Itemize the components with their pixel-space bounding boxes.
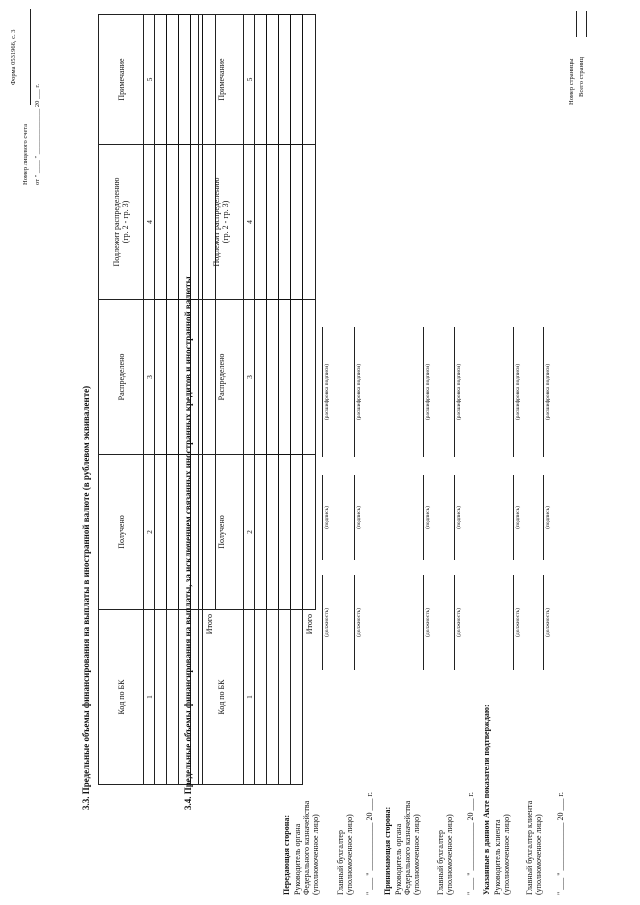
decoding-line[interactable] <box>454 327 455 457</box>
table-cell[interactable] <box>267 300 279 455</box>
signature-line[interactable] <box>322 475 323 560</box>
table-cell[interactable] <box>155 15 167 145</box>
total-cell[interactable] <box>303 300 316 455</box>
table-cell[interactable] <box>291 610 303 785</box>
table-cell[interactable] <box>279 455 291 610</box>
decoding-line[interactable] <box>513 327 514 457</box>
total-cell[interactable] <box>303 15 316 145</box>
col-header-note: Примечание <box>99 15 144 145</box>
table-cell[interactable] <box>255 15 267 145</box>
table-cell[interactable] <box>155 145 167 300</box>
signature-line[interactable] <box>423 475 424 560</box>
position-line[interactable] <box>354 575 355 670</box>
col-number: 1 <box>144 610 155 785</box>
signature-line[interactable] <box>454 475 455 560</box>
position-caption: (должность) <box>515 608 521 637</box>
col-header-formula: (гр. 2 - гр. 3) <box>221 200 230 244</box>
table-cell[interactable] <box>291 15 303 145</box>
col-header-formula: (гр. 2 - гр. 3) <box>121 200 130 244</box>
confirm-heading: Указанные в данном Акте показатели подтверждаю: <box>482 704 491 895</box>
table-header-row <box>199 15 244 785</box>
position-caption: (должность) <box>456 608 462 637</box>
signature-caption: (подпись) <box>515 506 521 529</box>
col-number: 3 <box>144 300 155 455</box>
account-label: Номер лицевого счета <box>22 123 29 185</box>
table-cell[interactable] <box>155 455 167 610</box>
decoding-line[interactable] <box>322 327 323 457</box>
section-3-4-table <box>198 14 316 785</box>
table-row <box>291 15 303 785</box>
col-number: 1 <box>244 610 255 785</box>
decoding-caption: (расшифровка подписи) <box>545 363 551 421</box>
table-cell[interactable] <box>267 610 279 785</box>
account-date-line: от " ____ " ______________ 20 ___ г. <box>34 84 41 185</box>
col-header-to-distribute-label: Подлежит распределению <box>212 177 221 267</box>
signature-line[interactable] <box>513 475 514 560</box>
table-cell[interactable] <box>155 300 167 455</box>
table-cell[interactable] <box>167 300 179 455</box>
col-header-to-distribute <box>99 145 144 300</box>
total-cell[interactable] <box>303 455 316 610</box>
decoding-caption: (расшифровка подписи) <box>456 363 462 421</box>
transferring-head-line3: (уполномоченное лицо) <box>311 814 320 895</box>
position-caption: (должность) <box>356 608 362 637</box>
transferring-accountant-line1: Главный бухгалтер <box>336 830 345 895</box>
position-caption: (должность) <box>425 608 431 637</box>
col-header-received: Получено <box>99 455 144 610</box>
table-cell[interactable] <box>167 15 179 145</box>
table-cell[interactable] <box>167 610 179 785</box>
table-row <box>267 15 279 785</box>
signature-caption: (подпись) <box>456 506 462 529</box>
decoding-caption: (расшифровка подписи) <box>356 363 362 421</box>
signature-line[interactable] <box>543 475 544 560</box>
table-cell[interactable] <box>279 15 291 145</box>
receiving-date[interactable]: " ___ " ____________ 20 ___ г. <box>466 792 475 895</box>
col-number: 2 <box>244 455 255 610</box>
receiving-head-line1: Руководитель органа <box>394 823 403 895</box>
table-cell[interactable] <box>167 145 179 300</box>
col-number: 5 <box>244 15 255 145</box>
position-line[interactable] <box>454 575 455 670</box>
confirm-accountant-line1: Главный бухгалтер клиента <box>525 800 534 895</box>
col-number: 5 <box>144 15 155 145</box>
section-3-4-title: 3.4. Предельные объемы финансирования на выплаты, за исключением связанных иностранных кредитов и иностранной валюты <box>183 276 193 810</box>
position-line[interactable] <box>543 575 544 670</box>
col-header-kbk: Код по БК <box>99 610 144 785</box>
table-header-row <box>99 15 144 785</box>
confirm-accountant-line2: (уполномоченное лицо) <box>534 814 543 895</box>
total-cell[interactable] <box>303 145 316 300</box>
col-header-received: Получено <box>199 455 244 610</box>
transferring-head-line2: Федерального казначейства <box>302 800 311 895</box>
table-cell[interactable] <box>279 300 291 455</box>
col-header-note: Примечание <box>199 15 244 145</box>
table-cell[interactable] <box>179 15 191 145</box>
signature-caption: (подпись) <box>545 506 551 529</box>
transferring-head-line1: Руководитель органа <box>293 823 302 895</box>
table-total-row <box>303 15 316 785</box>
position-line[interactable] <box>322 575 323 670</box>
table-cell[interactable] <box>155 610 167 785</box>
table-cell[interactable] <box>279 145 291 300</box>
table-row <box>255 15 267 785</box>
signature-line[interactable] <box>354 475 355 560</box>
table-cell[interactable] <box>279 610 291 785</box>
position-line[interactable] <box>423 575 424 670</box>
position-line[interactable] <box>513 575 514 670</box>
col-number: 2 <box>144 455 155 610</box>
transferring-date[interactable]: " ___ " ____________ 20 ___ г. <box>365 792 374 895</box>
table-cell[interactable] <box>291 455 303 610</box>
table-cell[interactable] <box>291 145 303 300</box>
receiving-head-line3: (уполномоченное лицо) <box>412 814 421 895</box>
form-label: Форма 0531966, с. 3 <box>10 29 17 85</box>
col-header-kbk: Код по БК <box>199 610 244 785</box>
decoding-line[interactable] <box>354 327 355 457</box>
receiving-head-line2: Федерального казначейства <box>403 800 412 895</box>
table-cell[interactable] <box>291 300 303 455</box>
transferring-accountant-line2: (уполномоченное лицо) <box>345 814 354 895</box>
section-3-3-title: 3.3. Предельные объемы финансирования на выплаты в иностранной валюте (в рублевом эквиваленте) <box>81 385 91 810</box>
transferring-heading: Передающая сторона: <box>282 814 291 895</box>
decoding-caption: (расшифровка подписи) <box>425 363 431 421</box>
confirm-head-line1: Руководитель клиента <box>493 819 502 895</box>
col-number: 4 <box>144 145 155 300</box>
receiving-accountant-line1: Главный бухгалтер <box>436 830 445 895</box>
signature-caption: (подпись) <box>425 506 431 529</box>
table-row <box>155 15 167 785</box>
table-cell[interactable] <box>267 455 279 610</box>
col-header-distributed: Распределено <box>199 300 244 455</box>
page-number-line[interactable] <box>576 11 577 37</box>
table-number-row <box>244 15 255 785</box>
decoding-caption: (расшифровка подписи) <box>515 363 521 421</box>
decoding-line[interactable] <box>423 327 424 457</box>
confirm-head-line2: (уполномоченное лицо) <box>502 814 511 895</box>
decoding-line[interactable] <box>543 327 544 457</box>
col-number: 3 <box>244 300 255 455</box>
position-caption: (должность) <box>545 608 551 637</box>
pages-total-label: Всего страниц <box>578 57 585 97</box>
table-cell[interactable] <box>167 455 179 610</box>
col-header-distributed: Распределено <box>99 300 144 455</box>
table-cell[interactable] <box>267 15 279 145</box>
total-label: Итого <box>304 614 314 635</box>
table-row <box>167 15 179 785</box>
table-row <box>279 15 291 785</box>
page-number-label: Номер страницы <box>568 58 575 105</box>
pages-total-line[interactable] <box>586 11 587 37</box>
decoding-caption: (расшифровка подписи) <box>324 363 330 421</box>
table-cell[interactable] <box>255 610 267 785</box>
total-label: Итого <box>204 614 214 635</box>
table-cell[interactable] <box>267 145 279 300</box>
position-caption: (должность) <box>324 608 330 637</box>
receiving-accountant-line2: (уполномоченное лицо) <box>445 814 454 895</box>
account-number-line <box>30 9 31 105</box>
table-cell[interactable] <box>255 300 267 455</box>
signature-caption: (подпись) <box>356 506 362 529</box>
table-cell[interactable] <box>255 455 267 610</box>
signature-caption: (подпись) <box>324 506 330 529</box>
col-header-to-distribute <box>199 145 244 300</box>
col-header-to-distribute-label: Подлежит распределению <box>112 177 121 267</box>
table-number-row <box>144 15 155 785</box>
confirm-date[interactable]: " ___ " ____________ 20 ___ г. <box>556 792 565 895</box>
receiving-heading: Принимающая сторона: <box>383 806 392 895</box>
table-cell[interactable] <box>255 145 267 300</box>
col-number: 4 <box>244 145 255 300</box>
